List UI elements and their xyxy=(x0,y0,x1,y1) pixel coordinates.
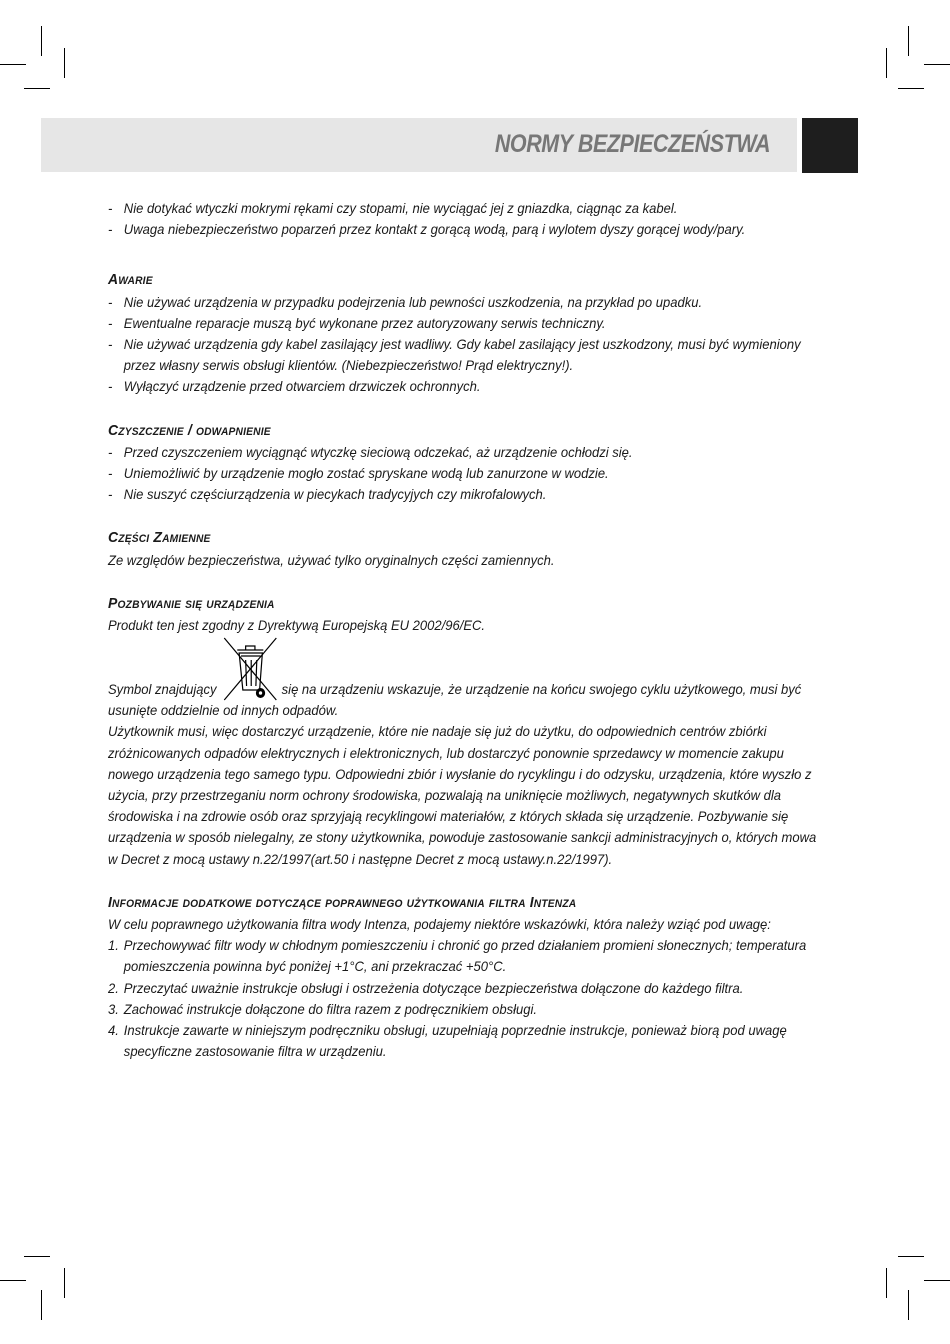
bullet-dash: - xyxy=(108,465,113,482)
crop-mark xyxy=(24,1256,50,1257)
list-item: - Uwaga niebezpieczeństwo poparzeń przez kontakt z gorącą wodą, parą i wylotem dyszy gorącej wody/pary. xyxy=(108,219,824,240)
header-tab-block xyxy=(802,118,858,173)
list-item: 1. Przechowywać filtr wody w chłodnym pomieszczeniu i chronić go przed działaniem promieni słonecznych; temperatura pomieszczenia powinna być poniżej +1°C, ani przekraczać +50°C. xyxy=(108,937,807,975)
bullet-dash: - xyxy=(108,336,113,353)
crossed-out-wheelie-bin-icon xyxy=(220,636,280,702)
crop-mark xyxy=(64,1268,65,1298)
bullet-dash: - xyxy=(108,314,113,331)
crop-mark xyxy=(0,64,26,65)
crop-mark xyxy=(908,1290,909,1320)
crop-mark xyxy=(0,1280,26,1281)
list-item: - Ewentualne reparacje muszą być wykonane przez autoryzowany serwis techniczny. xyxy=(108,313,824,334)
bullet-dash: - xyxy=(108,443,113,460)
section-intro-intenza: W celu poprawnego użytkowania filtra wody Intenza, podajemy niektóre wskazówki, która należy wziąć pod uwagę: xyxy=(108,916,771,933)
crop-mark xyxy=(924,64,950,65)
crop-mark xyxy=(898,88,924,89)
section-heading-czyszczenie: Czyszczenie / odwapnienie xyxy=(108,421,271,439)
crop-mark xyxy=(886,48,887,78)
list-item: - Wyłączyć urządzenie przed otwarciem drzwiczek ochronnych. xyxy=(108,376,824,397)
list-item: - Nie suszyć częściurządzenia w piecykach tradycyjych czy mikrofalowych. xyxy=(108,484,824,505)
bullet-dash: - xyxy=(108,221,113,238)
crop-mark xyxy=(886,1268,887,1298)
recycling-paragraph: Użytkownik musi, więc dostarczyć urządzenie, które nie nadaje się już do użytku, do odpowiednich centrów zbiórki zróżnicowanych odpadów elektrycznych i elektronicznych, lub dostarczyć ponownie sprzedawcy w momencie zakupu nowego urządzenia tego samego typu. Odpowiedni zbiór i wysłanie do rycyklingu i do odzysku, urządzenia, które wyszło z użycia, przy przestrzeganiu norm ochrony środowiska, pozwalają na uniknięcie możliwych, negatywnych skutków dla środowiska i na zdrowie osób oraz sprzyjają recyklingowi materiałów, z których składa się urządzenie. Pozbywanie się urządzenia w sposób nielegalny, ze stony użytkownika, powoduje zastosowanie sankcji administracyjnych o, których mowa w Decret z mocą ustawy n.22/1997(art.50 i następne Decret z mocą ustawy.n.22/1997). xyxy=(108,723,817,867)
bullet-dash: - xyxy=(108,486,113,503)
section-heading-intenza: Informacje dodatkowe dotyczące poprawnego użytkowania filtra Intenza xyxy=(108,893,577,911)
list-item: - Nie dotykać wtyczki mokrymi rękami czy stopami, nie wyciągać jej z gniazdka, ciągnąc za kabel. xyxy=(108,198,824,219)
crop-mark xyxy=(24,88,50,89)
list-item: - Uniemożliwić by urządzenie mogło zostać spryskane wodą lub zanurzone w wodzie. xyxy=(108,463,824,484)
bullet-dash: - xyxy=(108,378,113,395)
crop-mark xyxy=(924,1280,950,1281)
symbol-paragraph: Symbol znajdujący się na urządzeniu wskazuje, że urządzenie na końcu swojego cyklu użytkowego, musi być usunięte oddzielnie od innych odpadów. xyxy=(108,636,824,721)
bullet-dash: - xyxy=(108,200,113,216)
section-heading-czesci: Części Zamienne xyxy=(108,529,211,547)
section-text-directive: Produkt ten jest zgodny z Dyrektywą Europejską EU 2002/96/EC. xyxy=(108,617,486,634)
list-item: 2. Przeczytać uważnie instrukcje obsługi i ostrzeżenia dotyczące bezpieczeństwa dołączone do każdego filtra. xyxy=(108,979,744,996)
list-item: - Przed czyszczeniem wyciągnąć wtyczkę sieciową odczekać, aż urządzenie ochłodzi się. xyxy=(108,442,824,463)
list-item: 3. Zachować instrukcje dołączone do filtra razem z podręcznikiem obsługi. xyxy=(108,1000,538,1017)
section-heading-pozbywanie: Pozbywanie się urządzenia xyxy=(108,594,275,612)
crop-mark xyxy=(41,1290,42,1320)
crop-mark xyxy=(898,1256,924,1257)
crop-mark xyxy=(908,26,909,56)
section-heading-awarie: Awarie xyxy=(108,271,153,289)
document-body xyxy=(108,198,828,1063)
list-item: 4. Instrukcje zawarte w niniejszym podręczniku obsługi, uzupełniają poprzednie instrukcje, ponieważ biorą pod uwagę specyficzne zastosowanie filtra w urządzeniu. xyxy=(108,1022,787,1060)
list-item: - Nie używać urządzenia w przypadku podejrzenia lub pewności uszkodzenia, na przykład po upadku. xyxy=(108,292,824,313)
bullet-dash: - xyxy=(108,293,113,310)
crop-mark xyxy=(64,48,65,78)
crop-mark xyxy=(41,26,42,56)
list-item: - Nie używać urządzenia gdy kabel zasilający jest wadliwy. Gdy kabel zasilający jest uszkodzony, musi być wymieniony przez własny serwis obsługi klientów. (Niebezpieczeństwo! Prąd elektryczny!). xyxy=(108,336,801,374)
section-text-czesci: Ze względów bezpieczeństwa, używać tylko oryginalnych części zamiennych. xyxy=(108,551,555,568)
page-title: NORMY BEZPIECZEŃSTWA xyxy=(494,130,770,158)
